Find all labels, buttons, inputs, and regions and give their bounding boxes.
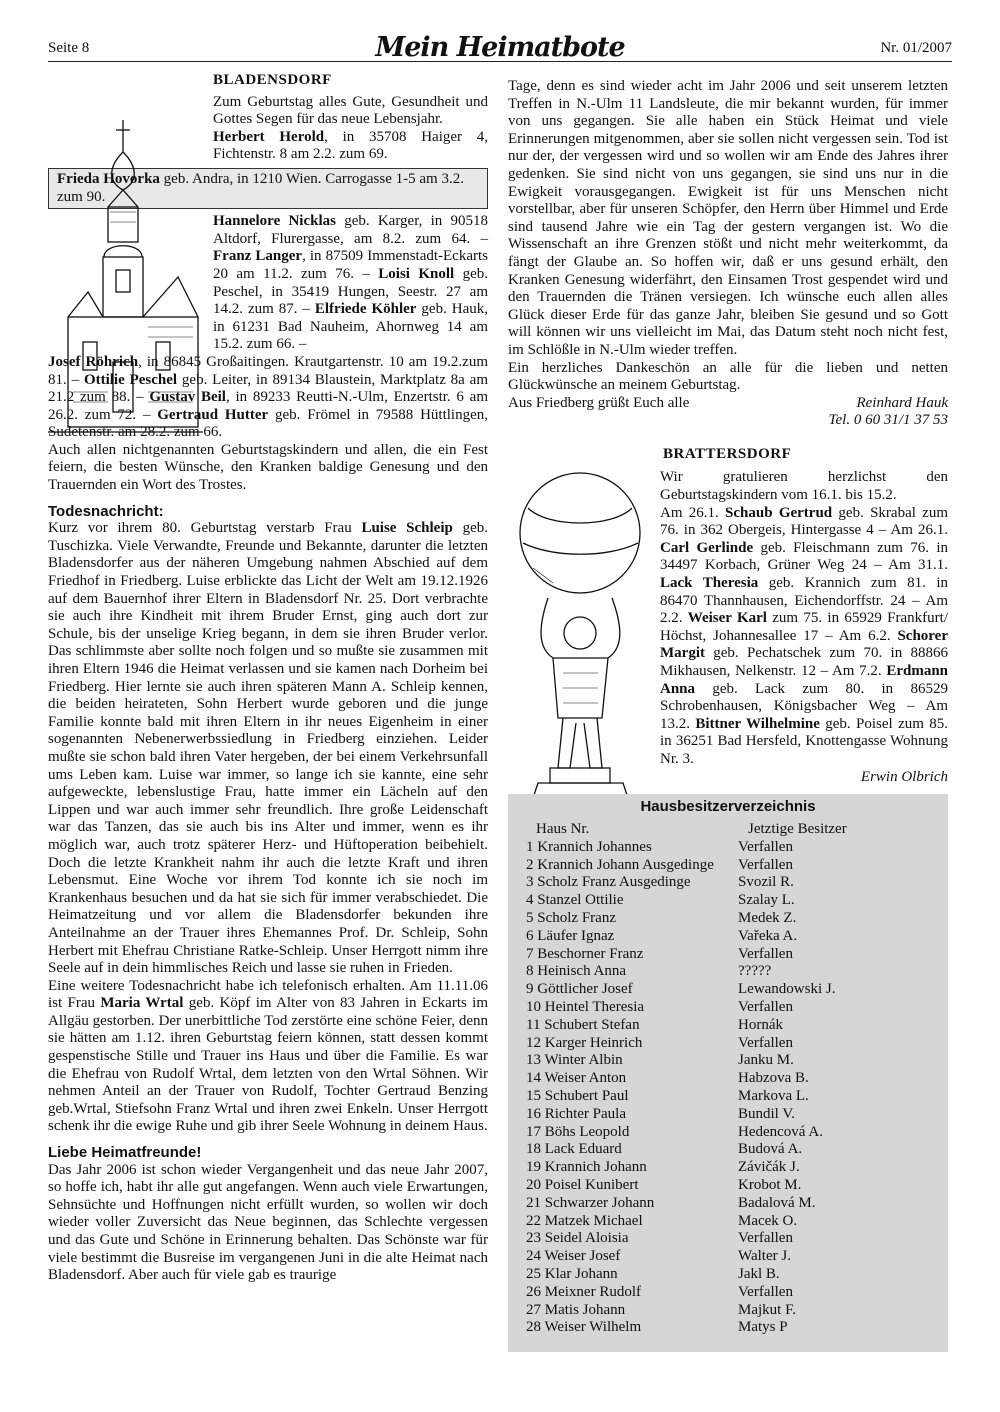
besitzer-cell: Krobot M. <box>738 1176 802 1193</box>
haus-name-cell: 9 Göttlicher Josef <box>526 981 633 998</box>
table-row <box>508 999 948 1017</box>
besitzer-cell: Janku M. <box>738 1052 794 1069</box>
table-row <box>508 1266 948 1284</box>
haus-name-cell: 22 Matzek Michael <box>526 1212 643 1229</box>
greeting: Aus Friedberg grüßt Euch alle <box>508 394 690 411</box>
col-header-haus: Haus Nr. <box>536 821 590 837</box>
besitzer-cell: Budová A. <box>738 1141 803 1158</box>
table-row <box>508 928 948 946</box>
table-row <box>508 1159 948 1177</box>
besitzer-cell: Verfallen <box>738 1034 793 1051</box>
table-row <box>508 857 948 875</box>
table-row <box>508 1088 948 1106</box>
masthead: Mein Heimatbote <box>375 32 625 63</box>
besitzer-cell: Verfallen <box>738 1230 793 1247</box>
table-header <box>508 821 948 839</box>
todesnachricht-title: Todesnachricht: <box>48 502 164 520</box>
right-column <box>508 78 948 786</box>
signer-hauk: Reinhard Hauk <box>856 394 948 411</box>
table-row <box>508 892 948 910</box>
haus-name-cell: 27 Matis Johann <box>526 1301 626 1318</box>
haus-name-cell: 28 Weiser Wilhelm <box>526 1319 642 1336</box>
table-row <box>508 1230 948 1248</box>
table-row <box>508 1017 948 1035</box>
table-row <box>508 910 948 928</box>
bladensdorf-title: BLADENSDORF <box>213 72 332 88</box>
besitzer-cell: Macek O. <box>738 1212 798 1229</box>
table-row <box>508 1302 948 1320</box>
bladensdorf-closing: Auch allen nichtgenannten Geburtstagskindern und allen, die ein Fest feiern, die besten Wünsche, den Kranken baldige Genesung und den Trauernden ein Wort des Trostes. <box>48 441 488 494</box>
besitzer-cell: Szalay L. <box>738 892 795 909</box>
haus-name-cell: 14 Weiser Anton <box>526 1070 627 1087</box>
table-row <box>508 1213 948 1231</box>
haus-name-cell: 4 Stanzel Ottilie <box>526 892 624 909</box>
bladensdorf-intro: Zum Geburtstag alles Gute, Gesundheit und Gottes Segen für das neue Lebensjahr. <box>213 93 488 128</box>
haus-name-cell: 11 Schubert Stefan <box>526 1016 640 1033</box>
brattersdorf-birthdays: Am 26.1. Schaub Gertrud geb. Skrabal zum 76. in 362 Obergeis, Hintergasse 4 – Am 26.1. Carl Gerlinde geb. Fleischmann zum 76. in 34497 Korbach, Grüner Weg 24 – Am 31.1. Lack Theresia geb. Krannich zum 81. in 86470 Thannhausen, Eichendorffstr. 24 – Am 2.2. Weiser Karl zum 75. in 65929 Frankfurt/ Höchst, Johannesallee 17 – Am 6.2. Schorer Margit geb. Pechatschek zum 70. in 88866 Mikhausen, Nelkenstr. 12 – Am 7.2. Erdmann Anna geb. Lack zum 80. in 86529 Schrobenhausen, Königsbacher Weg – Am 13.2. Bittner Wilhelmine geb. Poisel zum 85. in 36251 Bad Hersfeld, Knottengasse Wohnung Nr. 3. <box>660 504 948 767</box>
table-body <box>508 839 948 1337</box>
liebe-continued: Tage, denn es sind wieder acht im Jahr 2006 und seit unserem letzten Treffen in N.-Ulm 11 Landsleute, die mir bekannt wurden, für immer von uns gegangen. Sie alle haben ein Stück Heimat und viele Erinnerungen mitgenommen, aber sie sollen nicht vergessen sein. Tod ist nur der, der vergessen wird und so wollen wir am Ende des Jahres ihrer gedenken. Sie sind nicht von uns gegangen, sie sind uns nur in die Ewigkeit vorausgegangen. Ewigkeit ist für uns Menschen nicht vorstellbar, aber für unseren Schöpfer, den Herrn über Himmel und Erde sind tausend Jahre wie ein Tag der gestern vergangen ist. Wo die Wissenschaft an ihre Grenzen stößt und nicht mehr weiterkommt, da fängt der Glaube an. So hoffen wir, daß er uns gesund erhält, den Kranken Genesung widerfährt, den Einsamen Trost gespendet wird und den Trauernden die Tränen versiegen. Ich wünsche euch allen alles Glück dieser Erde für das ganze Jahr, bleiben Sie gesund und so Gott will können wir uns vielleicht im Mai, das Datum steht noch nicht fest, im Schlößle in N.-Ulm wieder treffen. <box>508 78 948 358</box>
liebe-title: Liebe Heimatfreunde! <box>48 1144 202 1162</box>
besitzer-cell: Verfallen <box>738 998 793 1015</box>
left-column <box>48 72 488 1285</box>
brattersdorf-section <box>508 446 948 786</box>
besitzer-cell: Majkut F. <box>738 1301 796 1318</box>
issue-number: Nr. 01/2007 <box>880 40 952 56</box>
besitzer-cell: Medek Z. <box>738 909 797 926</box>
table-row <box>508 946 948 964</box>
hausbesitzer-title: Hausbesitzerverzeichnis <box>640 798 816 815</box>
besitzer-cell: Verfallen <box>738 856 793 873</box>
table-row <box>508 1141 948 1159</box>
church-illustration <box>48 112 203 442</box>
besitzer-cell: Jakl B. <box>738 1265 780 1282</box>
besitzer-cell: Bundil V. <box>738 1105 795 1122</box>
table-row <box>508 1248 948 1266</box>
table-row <box>508 1319 948 1337</box>
haus-name-cell: 23 Seidel Aloisia <box>526 1230 629 1247</box>
brattersdorf-intro: Wir gratulieren herzlichst den Geburtstagskindern vom 16.1. bis 15.2. <box>660 469 948 504</box>
besitzer-cell: ????? <box>738 963 772 980</box>
besitzer-cell: Habzova B. <box>738 1070 809 1087</box>
haus-name-cell: 24 Weiser Josef <box>526 1248 621 1265</box>
besitzer-cell: Verfallen <box>738 1283 793 1300</box>
table-row <box>508 839 948 857</box>
obituary-wrtal: Eine weitere Todesnachricht habe ich telefonisch erhalten. Am 11.11.06 ist Frau Maria Wrtal geb. Köpf im Alter von 83 Jahren in Eckarts im Allgäu gestorben. Der unerbittliche Tod zerstörte eine schöne Feier, denn sie hätten am 1.12. ihren Geburtstag feiern können, statt dessen kommt gespenstische Stille und Trauer ins Haus und über die Familie. Es war die Ehefrau von Rudolf Wrtal, dem letzten von den Wrtal Söhnen. Wir nehmen Anteil an der Trauer von Rudolf, Tochter Gertraud Benzing geb.Wrtal, Stiefsohn Franz Wrtal und ihren zwei Enkeln. Unser Herrgott schenk ihr die ewige Ruhe und gib ihrer Seele Wohnung in deinem Haus. <box>48 977 488 1135</box>
haus-name-cell: 3 Scholz Franz Ausgedinge <box>526 874 691 891</box>
haus-name-cell: 15 Schubert Paul <box>526 1087 629 1104</box>
besitzer-cell: Svozil R. <box>738 874 794 891</box>
besitzer-cell: Badalová M. <box>738 1194 816 1211</box>
haus-name-cell: 5 Scholz Franz <box>526 909 616 926</box>
liebe-thanks: Ein herzliches Dankeschön an alle für die lieben und netten Glückwünsche an meinem Geburtstag. <box>508 359 948 394</box>
table-row <box>508 1070 948 1088</box>
haus-name-cell: 26 Meixner Rudolf <box>526 1283 641 1300</box>
besitzer-cell: Markova L. <box>738 1087 809 1104</box>
haus-name-cell: 7 Beschorner Franz <box>526 945 644 962</box>
col-header-besitzer: Jetztige Besitzer <box>748 821 847 837</box>
table-row <box>508 981 948 999</box>
highlight-box-hovorka: Frieda Hovorka geb. Andra, in 1210 Wien. Carrogasse 1-5 am 3.2. zum 90. <box>48 168 488 209</box>
besitzer-cell: Walter J. <box>738 1248 791 1265</box>
besitzer-cell: Verfallen <box>738 945 793 962</box>
haus-name-cell: 1 Krannich Johannes <box>526 838 652 855</box>
birthday-herold: Herbert Herold, in 35708 Haiger 4, Fichtenstr. 8 am 2.2. zum 69. <box>213 128 488 163</box>
haus-name-cell: 20 Poisel Kunibert <box>526 1176 639 1193</box>
signer-olbrich: Erwin Olbrich <box>860 768 948 785</box>
page-number: Seite 8 <box>48 40 90 56</box>
birthday-list: Hannelore Nicklas geb. Karger, in 90518 Altdorf, Flurergasse, am 8.2. zum 64. – Franz Langer, in 87509 Immenstadt-Eckarts 20 am 11.2. zum 76. – Loisi Knoll geb. Peschel, in 35419 Hungen, Seestr. 27 am 14.2. zum 87. – Elfriede Köhler geb. Hauk, in 61231 Bad Nauheim, Ahornweg 14 am 15.2. zum 66. – Josef Röhrich, in 86845 Großaitingen. Krautgartenstr. 10 am 19.2.zum 81. – Ottilie Peschel geb. Leiter, in 89134 Blaustein, Marktplatz 8a am 21.2 zum 88. – Gustav Beil, in 89233 Reutti-N.-Ulm, Enzertstr. 6 am 26.2. zum 72. – Gertraud Hutter geb. Frömel in 79588 Hüttlingen, Sudetenstr. am 28.2. zum 66. <box>48 213 489 441</box>
besitzer-cell: Lewandowski J. <box>738 981 836 998</box>
phone-number: Tel. 0 60 31/1 37 53 <box>828 412 948 429</box>
besitzer-cell: Závičák J. <box>738 1159 800 1176</box>
obituary-schleip: Kurz vor ihrem 80. Geburtstag verstarb Frau Luise Schleip geb. Tuschizka. Viele Verwandte, Freunde und Bekannte, darunter die letzten Bladensdorfer aus der näheren Umgebung nahmen Abschied auf dem Friedhof in Friedberg. Luise erblickte das Licht der Welt am 19.12.1926 auf dem Bauernhof ihrer Eltern in Bladensdorf Nr. 25. Dort verbrachte sie auch ihre Kindheit mit ihrem Bruder Ernst, ging auch dort zur Schule, bis der unselige Krieg begann, in dem sie ihren Bruder verlor. Das schlimmste aber sollte noch folgen und so mußte sie zusammen mit ihren Eltern 1946 die Heimat verlassen und sie kamen nach Dorheim bei Friedberg. Hier lernte sie auch ihren späteren Mann A. Schleip kennen, die beiden heirateten, Sohn Herbert wurde geboren und die junge Familie konnte bald mit ihren Eltern in ihr neues Eigenheim in einer sogenannten Nebenerwerbssiedlung in Friedberg einziehen. Leider mußte sie schon bald ihren Vater hergeben, der bei einem Verkehrsunfall ums Leben kam. Luise war immer, so lange ich sie kannte, eine sehr aufgeweckte, lebenslustige Frau, hatte immer ein Lächeln auf den Lippen und war auch immer sehr freundlich. Ihre große Leidenschaft war das Tanzen, das sie auch bis ins Alter und immer, wenn es ihr möglich war, auch trotz späterer Herz- und Hüftoperation beibehielt. Doch die letzte Krankheit nahm ihr auch die letzte Kraft und ihren Lebensmut. Eine Woche vor ihrem Tod konnte ich sie noch im Krankenhaus besuchen und da hat sie sich für immer verabschiedet. Die Heimatzeitung und vor allem die Bladensdorfer bekunden ihre Anteilnahme an der Trauer ihres Ehemannes Prof. Dr. Schleip, Sohn Herbert mit Ehefrau Christiane Ratke-Schleip. Unser Herrgott nimm ihre Seele auf in dein himmlisches Reich und lasse sie ruhen in Frieden. <box>48 520 488 977</box>
liebe-text: Das Jahr 2006 ist schon wieder Vergangenheit und das neue Jahr 2007, so hoffe ich, habt ihr alle gut angefangen. Wenn auch viele Erwartungen, Sehnsüchte und Hoffnungen nicht erfüllt wurden, so wollen wir doch wieder voller Zuversicht das Neue beginnen, das Schlechte vergessen und das Gute und Schöne in Erinnerung behalten. Das Schönste war für viele bestimmt die Busreise im vergangenen Juni in die alte Heimat nach Bladensdorf. Aber auch für viele gab es traurige <box>48 1161 488 1284</box>
besitzer-cell: Matys P <box>738 1319 788 1336</box>
atlas-statue-illustration <box>508 468 653 813</box>
table-row <box>508 1284 948 1302</box>
haus-name-cell: 16 Richter Paula <box>526 1105 626 1122</box>
haus-name-cell: 12 Karger Heinrich <box>526 1034 643 1051</box>
haus-name-cell: 19 Krannich Johann <box>526 1159 647 1176</box>
page-header <box>48 32 952 62</box>
table-row <box>508 1195 948 1213</box>
haus-name-cell: 13 Winter Albin <box>526 1052 623 1069</box>
besitzer-cell: Hedencová A. <box>738 1123 823 1140</box>
haus-name-cell: 6 Läufer Ignaz <box>526 927 615 944</box>
table-row <box>508 874 948 892</box>
table-row <box>508 963 948 981</box>
hausbesitzer-table <box>508 794 948 1352</box>
haus-name-cell: 18 Lack Eduard <box>526 1141 622 1158</box>
haus-name-cell: 8 Heinisch Anna <box>526 963 626 980</box>
table-row <box>508 1124 948 1142</box>
besitzer-cell: Hornák <box>738 1016 783 1033</box>
table-row <box>508 1052 948 1070</box>
table-row <box>508 1035 948 1053</box>
haus-name-cell: 25 Klar Johann <box>526 1265 618 1282</box>
haus-name-cell: 21 Schwarzer Johann <box>526 1194 655 1211</box>
table-row <box>508 1106 948 1124</box>
haus-name-cell: 17 Böhs Leopold <box>526 1123 630 1140</box>
besitzer-cell: Vařeka A. <box>738 927 798 944</box>
haus-name-cell: 2 Krannich Johann Ausgedinge <box>526 856 714 873</box>
header-rule <box>48 61 952 62</box>
greeting-row <box>508 395 948 413</box>
brattersdorf-title: BRATTERSDORF <box>663 445 792 462</box>
table-row <box>508 1177 948 1195</box>
besitzer-cell: Verfallen <box>738 838 793 855</box>
haus-name-cell: 10 Heintel Theresia <box>526 998 645 1015</box>
